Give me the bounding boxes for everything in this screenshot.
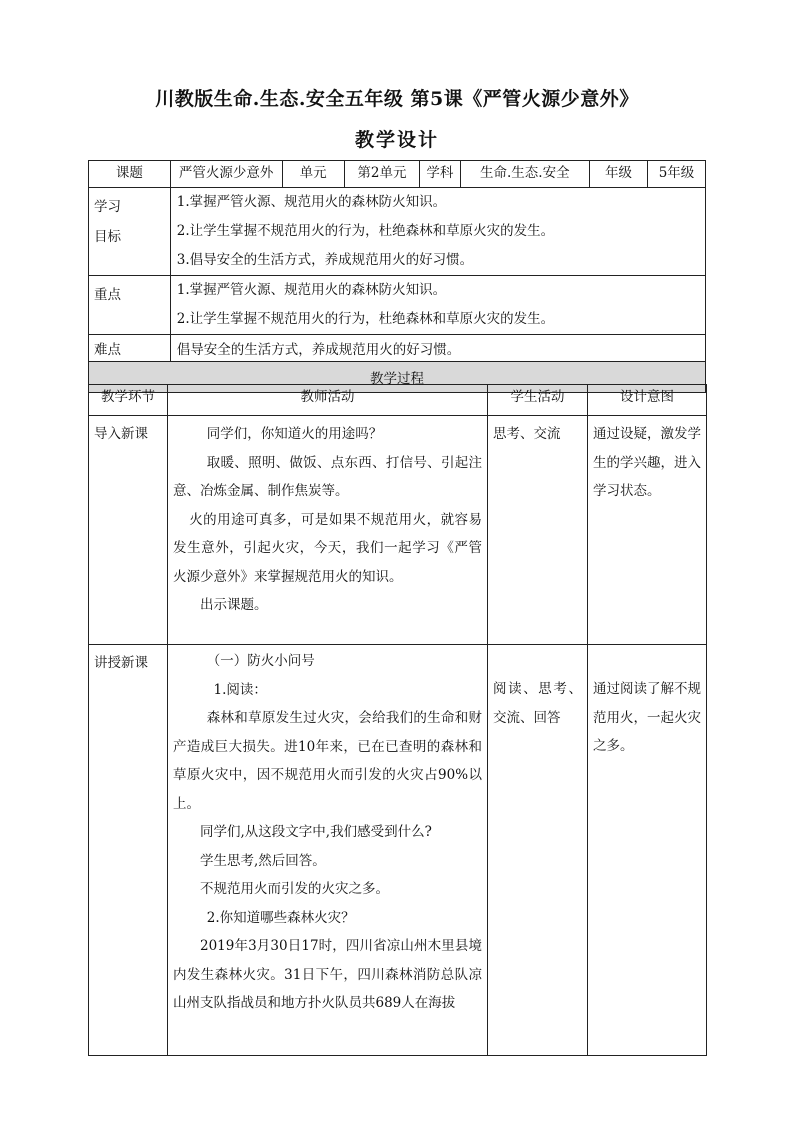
objectives-label-line-1: 学习	[94, 199, 121, 215]
key-points-label-text: 重点	[94, 287, 121, 303]
key-point-item: 2.让学生掌握不规范用火的行为，杜绝森林和草原火灾的发生。	[176, 311, 555, 327]
teacher-paragraph: 森林和草原发生过火灾，会给我们的生命和财产造成巨大损失。进10年来，已在已查明的森林和草原火灾中，因不规范用火而引发的火灾占90%以上。	[173, 710, 482, 812]
objectives-label-line-2: 目标	[94, 229, 121, 245]
section-new-teacher	[168, 645, 488, 1056]
section-intro-intent: 通过设疑，激发学生的学兴趣，进入学习状态。	[588, 416, 707, 645]
key-point-item: 1.掌握严管火源、规范用火的森林防火知识。	[176, 282, 447, 298]
subject-value: 生命.生态.安全	[460, 161, 589, 188]
process-banner: 教学过程	[89, 362, 706, 393]
objective-item: 3.倡导安全的生活方式，养成规范用火的好习惯。	[176, 252, 474, 268]
unit-label: 单元	[282, 161, 344, 188]
info-row	[89, 161, 706, 188]
section-new-intent: 通过阅读了解不规范用火，一起火灾之多。	[588, 645, 707, 1056]
teacher-paragraph: 同学们,从这段文字中,我们感受到什么?	[200, 824, 432, 840]
difficulty-row	[89, 335, 706, 362]
difficulty-label: 难点	[89, 335, 171, 362]
process-header-row-b	[89, 385, 707, 416]
section-intro-teacher	[168, 416, 488, 645]
teacher-paragraph: 2.你知道哪些森林火灾？	[206, 909, 355, 926]
teacher-paragraph: （一）防火小问号	[206, 653, 315, 669]
teacher-paragraph: 学生思考,然后回答。	[200, 852, 326, 869]
objective-item: 1.掌握严管火源、规范用火的森林防火知识。	[176, 194, 447, 210]
section-new-row	[89, 645, 707, 1056]
topic-label: 课题	[89, 161, 171, 188]
objectives-content	[170, 188, 705, 276]
objectives-label	[89, 188, 171, 276]
difficulty-content: 倡导安全的生活方式，养成规范用火的好习惯。	[170, 335, 705, 362]
header-teacher-b: 教师活动	[168, 385, 488, 416]
header-stage-b: 教学环节	[89, 385, 168, 416]
teacher-paragraph: 2019年3月30日17时，四川省凉山州木里县境内发生森林火灾。31日下午，四川森林消防总队凉山州支队指战员和地方扑火队员共689人在海拔	[173, 938, 482, 1011]
section-intro-student: 思考、交流	[488, 416, 588, 645]
subject-label: 学科	[420, 161, 460, 188]
key-points-row	[89, 276, 706, 335]
grade-value: 5年级	[647, 161, 705, 188]
section-new-student: 阅读、思考、交流、回答	[488, 645, 588, 1056]
section-intro-stage: 导入新课	[89, 416, 168, 645]
objectives-row	[89, 188, 706, 276]
document-title: 川教版生命.生态.安全五年级 第5课《严管火源少意外》	[155, 88, 639, 110]
header-intent: 设计意图	[588, 385, 707, 416]
teacher-paragraph: 取暖、照明、做饭、点东西、打信号、引起注意、冶炼金属、制作焦炭等。	[173, 454, 482, 499]
teacher-paragraph: 不规范用火而引发的火灾之多。	[200, 881, 389, 897]
document-subtitle: 教学设计	[354, 129, 439, 151]
teacher-paragraph: 火的用途可真多，可是如果不规范用火，就容易发生意外，引起火灾，今天，我们一起学习《严管火源少意外》来掌握规范用火的知识。	[173, 511, 482, 585]
unit-value: 第2单元	[344, 161, 420, 188]
key-points-content	[170, 276, 705, 335]
topic-value: 严管火源少意外	[170, 161, 282, 188]
key-points-label	[89, 276, 171, 335]
lesson-plan-table	[88, 160, 706, 393]
section-new-stage: 讲授新课	[89, 645, 168, 1056]
teacher-paragraph: 出示课题。	[200, 597, 268, 613]
objective-item: 2.让学生掌握不规范用火的行为，杜绝森林和草原火灾的发生。	[176, 223, 555, 239]
header-student: 学生活动	[488, 385, 588, 416]
process-table	[88, 384, 707, 1056]
teacher-paragraph: 1.阅读：	[213, 681, 267, 698]
grade-label: 年级	[590, 161, 648, 188]
teacher-paragraph: 同学们，你知道火的用途吗？	[206, 426, 383, 442]
section-intro-row	[89, 416, 707, 645]
